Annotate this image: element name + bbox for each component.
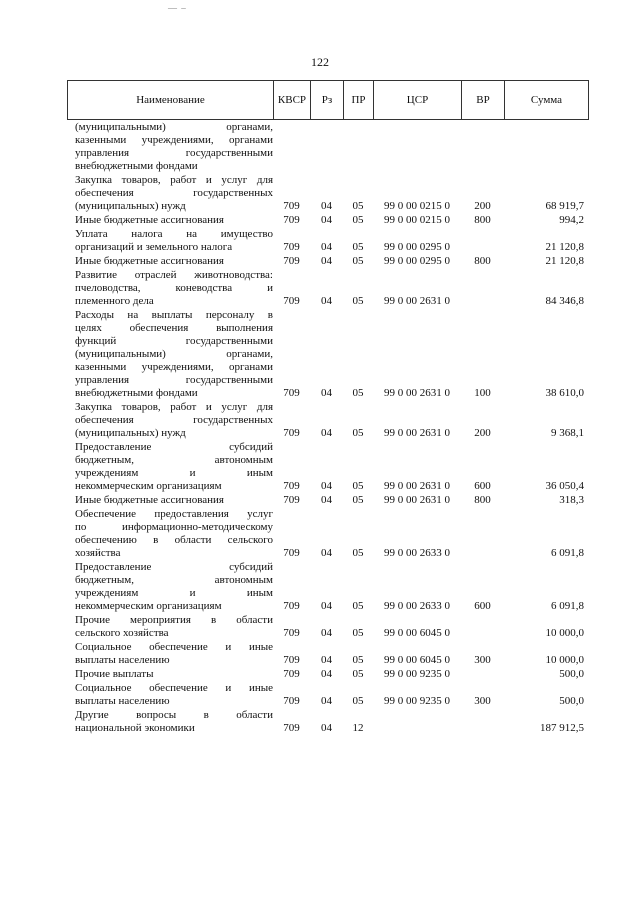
- row-name: [67, 121, 273, 173]
- row-pr: 05: [352, 494, 364, 506]
- row-rz: 04: [321, 214, 332, 226]
- row-pr: 05: [352, 427, 364, 439]
- header-pr: ПР: [344, 81, 374, 120]
- row-name-line: учреждениям и иным: [75, 467, 273, 479]
- row-rz: 04: [321, 668, 332, 680]
- row-pr: 05: [352, 241, 364, 253]
- row-sum: 6 091,8: [551, 600, 584, 612]
- row-rz: 04: [321, 241, 332, 253]
- row-kvsr: 709: [283, 494, 300, 506]
- row-name-line: обеспечения государственных: [75, 414, 273, 426]
- row-vr: 100: [474, 387, 491, 399]
- row-csr: 99 0 00 6045 0: [384, 627, 450, 639]
- row-name: [67, 441, 273, 493]
- row-sum: 21 120,8: [545, 241, 584, 253]
- row-name: [67, 269, 273, 308]
- row-name-line: (муниципальными) органами,: [75, 121, 273, 133]
- row-sum: 84 346,8: [545, 295, 584, 307]
- row-rz: 04: [321, 387, 332, 399]
- row-csr: 99 0 00 9235 0: [384, 695, 450, 707]
- table-row: [67, 709, 588, 735]
- row-csr: 99 0 00 0215 0: [384, 214, 450, 226]
- row-name-line: выплаты населению: [75, 654, 170, 666]
- header-csr: ЦСР: [374, 81, 462, 120]
- row-name-line: (муниципальных) нужд: [75, 200, 186, 212]
- header-rz: Рз: [311, 81, 344, 120]
- row-name-line: Другие вопросы в области: [75, 709, 273, 721]
- row-pr: 05: [352, 600, 364, 612]
- row-kvsr: 709: [283, 480, 300, 492]
- table-row: [67, 494, 588, 507]
- header-name: Наименование: [68, 81, 274, 120]
- row-rz: 04: [321, 255, 332, 267]
- row-rz: 04: [321, 295, 332, 307]
- table-row: [67, 269, 588, 308]
- row-sum: 500,0: [559, 695, 584, 707]
- row-name-line: управления государственными: [75, 374, 273, 386]
- row-sum: 9 368,1: [551, 427, 584, 439]
- row-name: [67, 709, 273, 735]
- table-row: [67, 121, 588, 173]
- row-name-line: обеспечению в области сельского: [75, 534, 273, 546]
- table-row: [67, 668, 588, 681]
- row-name-line: выплаты населению: [75, 695, 170, 707]
- table-row: [67, 561, 588, 613]
- row-name-line: Предоставление субсидий: [75, 561, 273, 573]
- row-sum: 500,0: [559, 668, 584, 680]
- row-name-line: Социальное обеспечение и иные: [75, 641, 273, 653]
- row-csr: 99 0 00 2631 0: [384, 295, 450, 307]
- table-row: [67, 614, 588, 640]
- row-name-line: Иные бюджетные ассигнования: [75, 494, 224, 506]
- row-name-line: функций государственными: [75, 335, 273, 347]
- table-header: [67, 80, 589, 120]
- row-name: [67, 309, 273, 400]
- row-kvsr: 709: [283, 241, 300, 253]
- row-kvsr: 709: [283, 547, 300, 559]
- row-csr: 99 0 00 0295 0: [384, 241, 450, 253]
- row-kvsr: 709: [283, 722, 300, 734]
- row-name-line: Уплата налога на имущество: [75, 228, 273, 240]
- row-name-line: казенными учреждениями, органами: [75, 361, 273, 373]
- row-pr: 05: [352, 668, 364, 680]
- row-kvsr: 709: [283, 427, 300, 439]
- row-kvsr: 709: [283, 200, 300, 212]
- row-name-line: (муниципальными) органами,: [75, 348, 273, 360]
- row-kvsr: 709: [283, 627, 300, 639]
- row-rz: 04: [321, 427, 332, 439]
- row-name-line: учреждениям и иным: [75, 587, 273, 599]
- row-rz: 04: [321, 695, 332, 707]
- row-name-line: по информационно-методическому: [75, 521, 273, 533]
- row-sum: 6 091,8: [551, 547, 584, 559]
- row-vr: 800: [474, 214, 491, 226]
- table-row: [67, 228, 588, 254]
- row-name-line: Развитие отраслей животноводства:: [75, 269, 273, 281]
- row-name-line: бюджетным, автономным: [75, 454, 273, 466]
- table-row: [67, 508, 588, 560]
- row-name-line: обеспечения государственных: [75, 187, 273, 199]
- row-vr: 800: [474, 494, 491, 506]
- row-name: [67, 174, 273, 213]
- row-name-line: казенными учреждениями, органами: [75, 134, 273, 146]
- table-row: [67, 401, 588, 440]
- row-name: [67, 508, 273, 560]
- row-kvsr: 709: [283, 214, 300, 226]
- row-csr: 99 0 00 2633 0: [384, 547, 450, 559]
- row-sum: 318,3: [559, 494, 584, 506]
- row-csr: 99 0 00 0295 0: [384, 255, 450, 267]
- row-name-line: бюджетным, автономным: [75, 574, 273, 586]
- row-rz: 04: [321, 600, 332, 612]
- row-name-line: управления государственными: [75, 147, 273, 159]
- header-sum: Сумма: [505, 81, 589, 120]
- row-rz: 04: [321, 200, 332, 212]
- row-vr: 200: [474, 200, 491, 212]
- row-name-line: сельского хозяйства: [75, 627, 169, 639]
- row-kvsr: 709: [283, 255, 300, 267]
- row-rz: 04: [321, 547, 332, 559]
- row-name: [67, 401, 273, 440]
- row-name-line: некоммерческим организациям: [75, 600, 222, 612]
- row-name-line: племенного дела: [75, 295, 154, 307]
- row-sum: 994,2: [559, 214, 584, 226]
- row-name: [67, 494, 273, 507]
- row-name-line: (муниципальных) нужд: [75, 427, 186, 439]
- row-pr: 05: [352, 295, 364, 307]
- row-sum: 68 919,7: [545, 200, 584, 212]
- row-csr: 99 0 00 6045 0: [384, 654, 450, 666]
- row-sum: 38 610,0: [545, 387, 584, 399]
- row-pr: 05: [352, 214, 364, 226]
- row-csr: 99 0 00 0215 0: [384, 200, 450, 212]
- scan-mark: — –: [168, 3, 187, 13]
- row-name-line: Закупка товаров, работ и услуг для: [75, 401, 273, 413]
- row-vr: 800: [474, 255, 491, 267]
- row-name-line: Прочие мероприятия в области: [75, 614, 273, 626]
- row-csr: 99 0 00 2631 0: [384, 494, 450, 506]
- row-pr: 12: [352, 722, 364, 734]
- row-name: [67, 668, 273, 681]
- row-name: [67, 614, 273, 640]
- row-pr: 05: [352, 480, 364, 492]
- table-row: [67, 641, 588, 667]
- row-kvsr: 709: [283, 387, 300, 399]
- row-name-line: пчеловодства, коневодства и: [75, 282, 273, 294]
- row-name: [67, 255, 273, 268]
- row-name-line: Предоставление субсидий: [75, 441, 273, 453]
- row-name-line: организаций и земельного налога: [75, 241, 233, 253]
- row-sum: 10 000,0: [545, 627, 584, 639]
- page-number: 122: [311, 55, 329, 69]
- row-name-line: Закупка товаров, работ и услуг для: [75, 174, 273, 186]
- row-rz: 04: [321, 627, 332, 639]
- row-name-line: некоммерческим организациям: [75, 480, 222, 492]
- row-pr: 05: [352, 654, 364, 666]
- row-csr: 99 0 00 2631 0: [384, 480, 450, 492]
- row-name: [67, 561, 273, 613]
- row-name-line: Прочие выплаты: [75, 668, 154, 680]
- row-rz: 04: [321, 722, 332, 734]
- table-row: [67, 309, 588, 400]
- header-kvsr: КВСР: [274, 81, 311, 120]
- row-csr: 99 0 00 2631 0: [384, 387, 450, 399]
- row-csr: 99 0 00 2631 0: [384, 427, 450, 439]
- table-row: [67, 441, 588, 493]
- row-name-line: Иные бюджетные ассигнования: [75, 214, 224, 226]
- row-pr: 05: [352, 255, 364, 267]
- row-vr: 300: [474, 695, 491, 707]
- row-pr: 05: [352, 547, 364, 559]
- row-csr: 99 0 00 2633 0: [384, 600, 450, 612]
- row-name-line: внебюджетными фондами: [75, 387, 198, 399]
- row-kvsr: 709: [283, 668, 300, 680]
- row-name: [67, 214, 273, 227]
- row-pr: 05: [352, 627, 364, 639]
- row-name: [67, 682, 273, 708]
- row-csr: 99 0 00 9235 0: [384, 668, 450, 680]
- row-rz: 04: [321, 654, 332, 666]
- row-name: [67, 641, 273, 667]
- row-kvsr: 709: [283, 695, 300, 707]
- row-name-line: Расходы на выплаты персоналу в: [75, 309, 273, 321]
- row-sum: 36 050,4: [545, 480, 584, 492]
- table-body: [67, 121, 588, 735]
- row-rz: 04: [321, 480, 332, 492]
- row-vr: 600: [474, 600, 491, 612]
- row-name-line: целях обеспечения выполнения: [75, 322, 273, 334]
- header-vr: ВР: [462, 81, 505, 120]
- row-name: [67, 228, 273, 254]
- row-pr: 05: [352, 695, 364, 707]
- table-row: [67, 682, 588, 708]
- row-kvsr: 709: [283, 295, 300, 307]
- row-name-line: национальной экономики: [75, 722, 195, 734]
- row-pr: 05: [352, 387, 364, 399]
- row-sum: 187 912,5: [540, 722, 584, 734]
- row-vr: 300: [474, 654, 491, 666]
- row-rz: 04: [321, 494, 332, 506]
- row-name-line: Иные бюджетные ассигнования: [75, 255, 224, 267]
- row-name-line: Социальное обеспечение и иные: [75, 682, 273, 694]
- row-sum: 21 120,8: [545, 255, 584, 267]
- row-kvsr: 709: [283, 654, 300, 666]
- row-name-line: хозяйства: [75, 547, 121, 559]
- row-kvsr: 709: [283, 600, 300, 612]
- table-row: [67, 174, 588, 213]
- table-row: [67, 255, 588, 268]
- row-sum: 10 000,0: [545, 654, 584, 666]
- row-vr: 600: [474, 480, 491, 492]
- table-row: [67, 214, 588, 227]
- row-name-line: Обеспечение предоставления услуг: [75, 508, 273, 520]
- row-vr: 200: [474, 427, 491, 439]
- row-name-line: внебюджетными фондами: [75, 160, 198, 172]
- row-pr: 05: [352, 200, 364, 212]
